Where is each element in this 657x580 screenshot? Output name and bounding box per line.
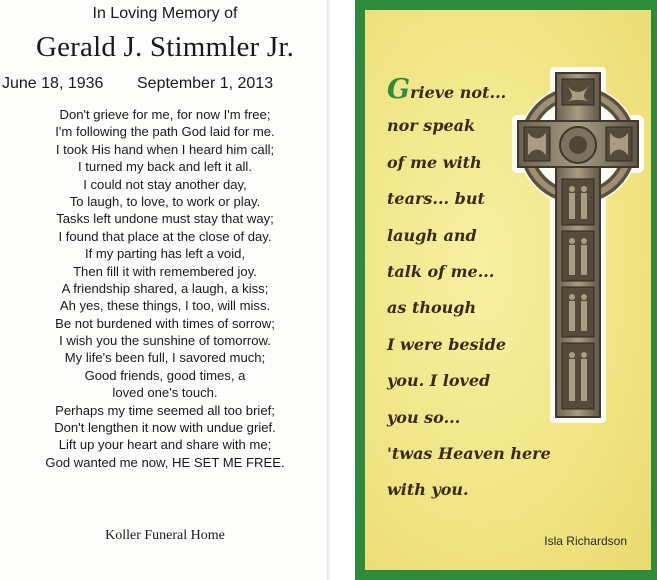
poem-line: Good friends, good times, a <box>84 367 246 383</box>
poem-line: loved one's touch. <box>112 385 218 401</box>
verse-line: talk of me... <box>387 261 495 281</box>
verse-line: nor speak <box>387 116 476 136</box>
verse-line: as though <box>387 298 477 318</box>
verse-line: laugh and <box>387 225 477 245</box>
verse-dropcap: G <box>387 74 411 105</box>
verse-line: tears... but <box>387 189 485 209</box>
poem-line: Be not burdened with times of sorrow; <box>55 315 275 331</box>
poem-line: Lift up your heart and share with me; <box>58 437 272 453</box>
poem-line: If my parting has left a void, <box>84 246 246 262</box>
verse-line: you so... <box>387 407 461 427</box>
funeral-home: Koller Funeral Home <box>105 528 225 543</box>
verse-line: 'twas Heaven here <box>387 443 551 463</box>
memorial-card-back <box>355 0 657 580</box>
poem-line: I turned my back and left it all. <box>78 159 252 175</box>
poem-line: I wish you the sunshine of tomorrow. <box>59 333 271 349</box>
verse-line-text: rieve not... <box>410 83 507 102</box>
poem-line: My life's been full, I savored much; <box>64 350 266 366</box>
poem-line: I found that place at the close of day. <box>58 228 272 244</box>
poem-line: I took His hand when I heard him call; <box>55 141 275 157</box>
celtic-cross-icon <box>510 65 646 425</box>
poem-line: I'm following the path God laid for me. <box>55 124 275 140</box>
verse-panel <box>365 10 651 570</box>
poem-line: God wanted me now, HE SET ME FREE. <box>45 454 285 470</box>
poem-line: Then fill it with remembered joy. <box>73 263 257 279</box>
memorial-heading: In Loving Memory of <box>92 5 238 22</box>
birth-date: June 18, 1936 <box>2 75 104 92</box>
poem-line: I could not stay another day, <box>83 176 247 192</box>
poem-line: Don't lengthen it now with undue grief. <box>54 420 276 436</box>
poem <box>0 106 330 471</box>
poem-line: Ah yes, these things, I too, will miss. <box>59 298 271 314</box>
verse-line: with you. <box>387 480 469 500</box>
verse-author: Isla Richardson <box>544 534 627 548</box>
poem-line: To laugh, to love, to work or play. <box>69 193 261 209</box>
verse-line: I were beside <box>387 334 507 354</box>
deceased-name: Gerald J. Stimmler Jr. <box>35 31 295 63</box>
card-divider <box>327 0 330 580</box>
poem-line: Don't grieve for me, for now I'm free; <box>59 107 271 122</box>
verse-line: you. I loved <box>387 371 491 391</box>
verse-line: of me with <box>387 152 482 172</box>
poem-line: Tasks left undone must stay that way; <box>56 211 274 227</box>
poem-line: A friendship shared, a laugh, a kiss; <box>61 280 269 296</box>
death-date: September 1, 2013 <box>137 75 274 92</box>
poem-line: Perhaps my time seemed all too brief; <box>55 402 275 418</box>
